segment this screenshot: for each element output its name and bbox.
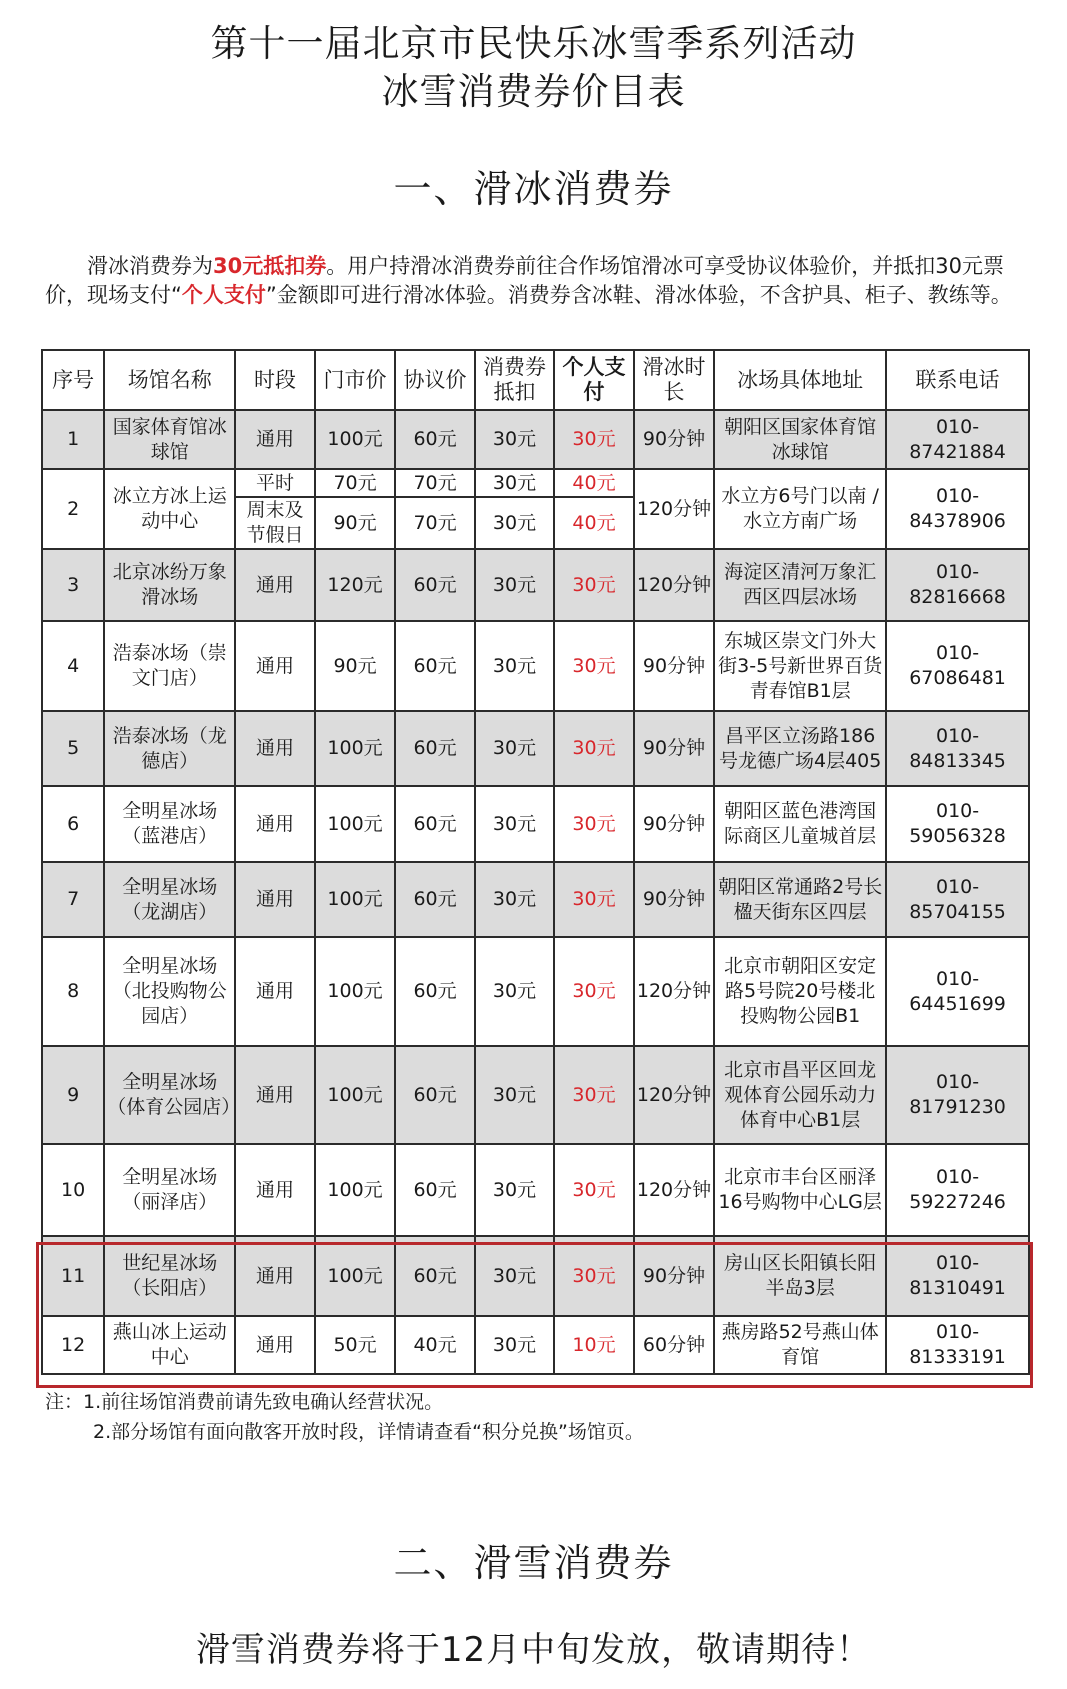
cell-address: 昌平区立汤路186号龙德广场4层405 — [714, 711, 886, 786]
cell-duration: 120分钟 — [634, 549, 715, 621]
table-row — [42, 469, 1029, 497]
cell-market: 120元 — [315, 549, 396, 621]
cell-pay: 30元 — [554, 1046, 633, 1144]
cell-duration: 60分钟 — [634, 1316, 715, 1374]
cell-phone: 010-64451699 — [886, 937, 1029, 1046]
cell-pay: 40元 — [554, 497, 633, 549]
cell-address: 朝阳区蓝色港湾国际商区儿童城首层 — [714, 786, 886, 862]
cell-venue: 冰立方冰上运动中心 — [104, 469, 235, 549]
cell-venue: 全明星冰场（龙湖店） — [104, 862, 235, 937]
cell-pay: 30元 — [554, 937, 633, 1046]
cell-duration: 90分钟 — [634, 862, 715, 937]
cell-period: 通用 — [235, 1144, 314, 1236]
page-title: 第十一届北京市民快乐冰雪季系列活动 — [210, 22, 857, 65]
cell-no: 6 — [42, 786, 104, 862]
cell-period: 通用 — [235, 862, 314, 937]
cell-market: 100元 — [315, 1144, 396, 1236]
cell-period: 通用 — [235, 1316, 314, 1374]
cell-venue: 全明星冰场（体育公园店） — [104, 1046, 235, 1144]
cell-phone: 010-84813345 — [886, 711, 1029, 786]
cell-address: 北京市丰台区丽泽16号购物中心LG层 — [714, 1144, 886, 1236]
cell-voucher: 30元 — [475, 621, 554, 711]
intro-text-1: 滑冰消费券为 — [87, 254, 213, 278]
intro-text-3: ”金额即可进行滑冰体验。消费券含冰鞋、滑冰体验，不含护具、柜子、教练等。 — [265, 283, 1012, 307]
cell-no: 12 — [42, 1316, 104, 1374]
cell-venue: 世纪星冰场（长阳店） — [104, 1236, 235, 1316]
cell-phone: 010-67086481 — [886, 621, 1029, 711]
cell-voucher: 30元 — [475, 1046, 554, 1144]
cell-agreed: 70元 — [395, 497, 474, 549]
cell-voucher: 30元 — [475, 1144, 554, 1236]
cell-voucher: 30元 — [475, 469, 554, 497]
cell-period: 通用 — [235, 1046, 314, 1144]
cell-agreed: 60元 — [395, 621, 474, 711]
header-period: 时段 — [235, 350, 314, 410]
cell-agreed: 60元 — [395, 786, 474, 862]
cell-voucher: 30元 — [475, 497, 554, 549]
cell-venue: 北京冰纷万象滑冰场 — [104, 549, 235, 621]
cell-venue: 全明星冰场（蓝港店） — [104, 786, 235, 862]
cell-agreed: 60元 — [395, 549, 474, 621]
cell-voucher: 30元 — [475, 1316, 554, 1374]
section-heading-skating: 一、滑冰消费券 — [393, 167, 674, 211]
skating-intro — [45, 252, 1030, 310]
cell-pay: 30元 — [554, 549, 633, 621]
cell-address: 朝阳区国家体育馆冰球馆 — [714, 410, 886, 469]
cell-phone: 010-81310491 — [886, 1236, 1029, 1316]
cell-voucher: 30元 — [475, 1236, 554, 1316]
cell-no: 3 — [42, 549, 104, 621]
cell-agreed: 40元 — [395, 1316, 474, 1374]
cell-duration: 90分钟 — [634, 1236, 715, 1316]
header-venue: 场馆名称 — [104, 350, 235, 410]
cell-agreed: 60元 — [395, 1236, 474, 1316]
cell-period: 平时 — [235, 469, 314, 497]
cell-pay: 30元 — [554, 410, 633, 469]
cell-voucher: 30元 — [475, 410, 554, 469]
cell-duration: 90分钟 — [634, 410, 715, 469]
cell-address: 北京市昌平区回龙观体育公园乐动力体育中心B1层 — [714, 1046, 886, 1144]
cell-pay: 30元 — [554, 1236, 633, 1316]
cell-pay: 40元 — [554, 469, 633, 497]
cell-voucher: 30元 — [475, 937, 554, 1046]
table-row — [42, 549, 1029, 621]
cell-address: 朝阳区常通路2号长楹天街东区四层 — [714, 862, 886, 937]
cell-period: 通用 — [235, 410, 314, 469]
cell-pay: 30元 — [554, 786, 633, 862]
header-agreed-price: 协议价 — [395, 350, 474, 410]
cell-phone: 010-87421884 — [886, 410, 1029, 469]
note-line-1 — [45, 1387, 644, 1417]
table-row — [42, 862, 1029, 937]
cell-market: 100元 — [315, 862, 396, 937]
header-voucher: 消费券抵扣 — [475, 350, 554, 410]
header-duration: 滑冰时长 — [634, 350, 715, 410]
cell-address: 水立方6号门以南 / 水立方南广场 — [714, 469, 886, 549]
cell-market: 100元 — [315, 1046, 396, 1144]
cell-period: 通用 — [235, 711, 314, 786]
intro-text-2: 。用户持滑冰消费券前往合作场馆滑冰可享受协议体验价，并抵扣30元票价，现场支付“ — [45, 254, 1004, 307]
cell-phone: 010-85704155 — [886, 862, 1029, 937]
cell-venue: 全明星冰场（丽泽店） — [104, 1144, 235, 1236]
cell-market: 100元 — [315, 711, 396, 786]
header-market-price: 门市价 — [315, 350, 396, 410]
cell-period: 通用 — [235, 786, 314, 862]
cell-phone: 010-81791230 — [886, 1046, 1029, 1144]
cell-phone: 010-59056328 — [886, 786, 1029, 862]
note-1: 1.前往场馆消费前请先致电确认经营状况。 — [83, 1391, 444, 1413]
cell-agreed: 60元 — [395, 937, 474, 1046]
cell-market: 100元 — [315, 1236, 396, 1316]
cell-period: 通用 — [235, 1236, 314, 1316]
cell-address: 北京市朝阳区安定路5号院20号楼北投购物公园B1 — [714, 937, 886, 1046]
cell-phone: 010-59227246 — [886, 1144, 1029, 1236]
table-row — [42, 711, 1029, 786]
intro-highlight-personal-pay: 个人支付 — [181, 283, 266, 307]
cell-duration: 90分钟 — [634, 786, 715, 862]
cell-period: 通用 — [235, 937, 314, 1046]
table-row — [42, 621, 1029, 711]
cell-no: 9 — [42, 1046, 104, 1144]
cell-duration: 90分钟 — [634, 711, 715, 786]
cell-market: 100元 — [315, 786, 396, 862]
cell-duration: 90分钟 — [634, 621, 715, 711]
cell-no: 2 — [42, 469, 104, 549]
cell-no: 10 — [42, 1144, 104, 1236]
cell-market: 50元 — [315, 1316, 396, 1374]
cell-voucher: 30元 — [475, 711, 554, 786]
cell-market: 90元 — [315, 497, 396, 549]
cell-period: 通用 — [235, 549, 314, 621]
cell-no: 8 — [42, 937, 104, 1046]
header-address: 冰场具体地址 — [714, 350, 886, 410]
cell-duration: 120分钟 — [634, 1046, 715, 1144]
cell-pay: 30元 — [554, 862, 633, 937]
skiing-notice: 滑雪消费券将于12月中旬发放，敬请期待！ — [195, 1630, 872, 1670]
table-notes — [45, 1387, 644, 1447]
cell-no: 1 — [42, 410, 104, 469]
table-row — [42, 410, 1029, 469]
cell-phone: 010-82816668 — [886, 549, 1029, 621]
cell-voucher: 30元 — [475, 862, 554, 937]
cell-pay: 30元 — [554, 1144, 633, 1236]
header-personal-pay: 个人支付 — [554, 350, 633, 410]
cell-agreed: 60元 — [395, 1144, 474, 1236]
cell-no: 5 — [42, 711, 104, 786]
table-row — [42, 786, 1029, 862]
cell-address: 房山区长阳镇长阳半岛3层 — [714, 1236, 886, 1316]
table-row — [42, 937, 1029, 1046]
note-prefix: 注： — [45, 1391, 84, 1413]
table-row — [42, 1046, 1029, 1144]
cell-phone: 010-84378906 — [886, 469, 1029, 549]
cell-pay: 30元 — [554, 621, 633, 711]
intro-highlight-voucher: 30元抵扣券 — [213, 254, 327, 278]
cell-no: 7 — [42, 862, 104, 937]
cell-no: 4 — [42, 621, 104, 711]
cell-duration: 120分钟 — [634, 469, 715, 549]
cell-address: 燕房路52号燕山体育馆 — [714, 1316, 886, 1374]
cell-pay: 30元 — [554, 711, 633, 786]
cell-pay: 10元 — [554, 1316, 633, 1374]
cell-duration: 120分钟 — [634, 1144, 715, 1236]
cell-agreed: 60元 — [395, 711, 474, 786]
cell-market: 100元 — [315, 937, 396, 1046]
cell-agreed: 60元 — [395, 862, 474, 937]
table-header-row — [42, 350, 1029, 410]
header-no: 序号 — [42, 350, 104, 410]
cell-agreed: 70元 — [395, 469, 474, 497]
cell-agreed: 60元 — [395, 1046, 474, 1144]
cell-agreed: 60元 — [395, 410, 474, 469]
cell-phone: 010-81333191 — [886, 1316, 1029, 1374]
cell-venue: 国家体育馆冰球馆 — [104, 410, 235, 469]
table-row — [42, 1236, 1029, 1316]
cell-voucher: 30元 — [475, 549, 554, 621]
cell-no: 11 — [42, 1236, 104, 1316]
cell-venue: 全明星冰场（北投购物公园店） — [104, 937, 235, 1046]
cell-venue: 燕山冰上运动中心 — [104, 1316, 235, 1374]
cell-address: 东城区崇文门外大街3-5号新世界百货青春馆B1层 — [714, 621, 886, 711]
cell-venue: 浩泰冰场（龙德店） — [104, 711, 235, 786]
cell-period: 通用 — [235, 621, 314, 711]
price-table — [41, 349, 1030, 1375]
cell-market: 70元 — [315, 469, 396, 497]
table-row — [42, 1144, 1029, 1236]
cell-voucher: 30元 — [475, 786, 554, 862]
cell-market: 90元 — [315, 621, 396, 711]
header-phone: 联系电话 — [886, 350, 1029, 410]
page-subtitle: 冰雪消费券价目表 — [381, 70, 686, 113]
table-row — [42, 1316, 1029, 1374]
cell-duration: 120分钟 — [634, 937, 715, 1046]
note-line-2: 2.部分场馆有面向散客开放时段，详情请查看“积分兑换”场馆页。 — [93, 1421, 644, 1443]
cell-venue: 浩泰冰场（崇文门店） — [104, 621, 235, 711]
section-heading-skiing: 二、滑雪消费券 — [393, 1541, 674, 1585]
cell-period: 周末及节假日 — [235, 497, 314, 549]
cell-address: 海淀区清河万象汇西区四层冰场 — [714, 549, 886, 621]
cell-market: 100元 — [315, 410, 396, 469]
